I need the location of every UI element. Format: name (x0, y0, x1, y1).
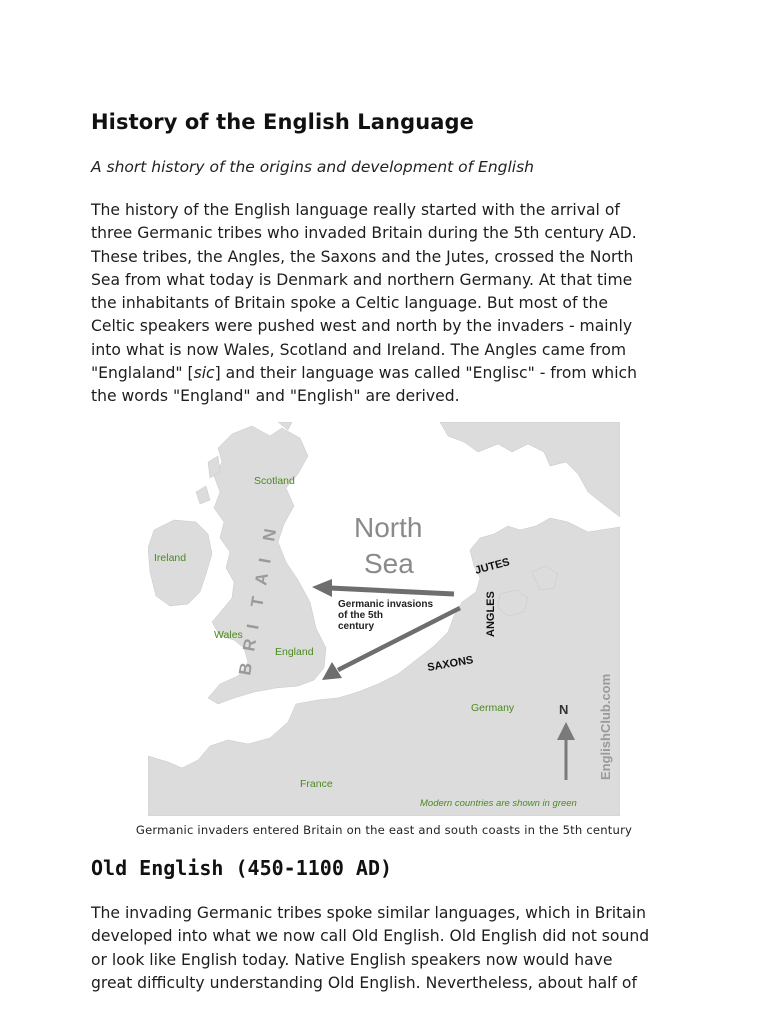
north-sea-label: Sea (364, 548, 414, 579)
invasion-label: of the 5th (338, 610, 383, 621)
map-legend: Modern countries are shown in green (420, 798, 577, 809)
angles-label: ANGLES (485, 591, 497, 637)
intro-line: the inhabitants of Britain spoke a Celtic language. But most of the (91, 294, 609, 313)
intro-line: The history of the English language really started with the arrival of (91, 201, 620, 219)
germany-label: Germany (471, 702, 515, 714)
page-title: History of the English Language (91, 110, 475, 134)
section-line: or look like English today. Native English speakers now would have (91, 950, 613, 969)
germanic-invasions-map (148, 422, 620, 816)
page-subtitle: A short history of the origins and development of English (91, 158, 534, 176)
intro-line: Celtic speakers were pushed west and north by the invaders - mainly (91, 317, 633, 336)
intro-paragraph (91, 199, 691, 409)
intro-line: three Germanic tribes who invaded Britain during the 5th century AD. (91, 224, 637, 243)
intro-line: into what is now Wales, Scotland and Ireland. The Angles came from (91, 340, 627, 359)
invasion-label: century (338, 621, 375, 632)
britain-letter: R (239, 637, 261, 653)
section-line: developed into what we now call Old English. Old English did not sound (91, 927, 650, 946)
britain-letter: N (259, 527, 281, 543)
britain-letter: I (243, 622, 263, 631)
saxons-label: SAXONS (426, 654, 475, 674)
section-line: great difficulty understanding Old English. Nevertheless, about half of (91, 973, 637, 992)
sic-text: sic (193, 364, 215, 383)
jutes-label: JUTES (473, 556, 512, 577)
section-heading: Old English (450-1100 AD) (91, 856, 393, 880)
old-english-paragraph (91, 902, 691, 995)
englishclub-watermark: EnglishClub.com (598, 673, 613, 780)
france-label: France (300, 778, 333, 790)
north-sea-label: North (354, 512, 423, 543)
intro-line: the words "England" and "English" are derived. (91, 387, 460, 406)
ireland-label: Ireland (154, 552, 187, 564)
intro-line (91, 362, 691, 385)
britain-letter: A (251, 571, 273, 587)
england-label: England (275, 646, 314, 658)
wales-label: Wales (214, 629, 243, 641)
scotland-label: Scotland (254, 475, 295, 487)
intro-text: "Englaland" [ (91, 364, 194, 383)
map-caption: Germanic invaders entered Britain on the east and south coasts in the 5th century (135, 823, 633, 837)
compass-north-label: N (559, 702, 569, 717)
intro-text: ] and their language was called "Englisc" - from which (214, 364, 637, 383)
section-line: The invading Germanic tribes spoke similar languages, which in Britain (91, 904, 647, 922)
britain-letter: T (247, 595, 268, 609)
britain-letter: I (255, 556, 275, 565)
invasion-label: Germanic invasions (338, 599, 434, 610)
britain-letter: B (235, 661, 257, 677)
intro-line: These tribes, the Angles, the Saxons and the Jutes, crossed the North (91, 247, 634, 266)
intro-line: Sea from what today is Denmark and northern Germany. At that time (91, 270, 633, 289)
